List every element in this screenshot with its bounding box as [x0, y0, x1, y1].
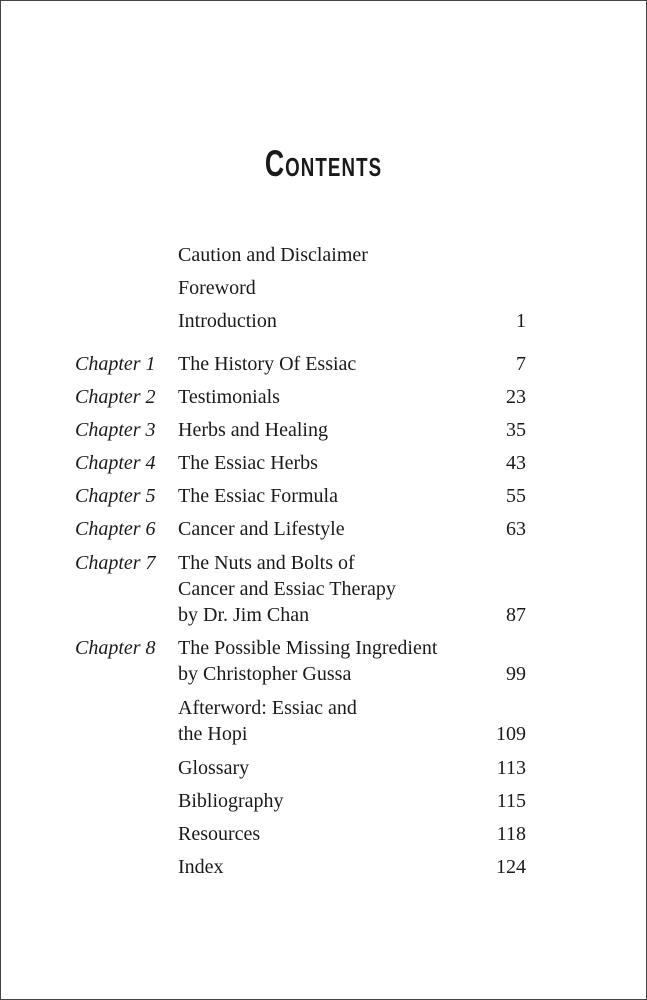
chapter-label: Chapter 8: [75, 637, 156, 659]
entry-title: Glossary: [178, 757, 250, 779]
entry-title-line: the Hopi: [178, 723, 248, 745]
entry-title: The Essiac Herbs: [178, 452, 318, 474]
entry-title: The Essiac Formula: [178, 485, 338, 507]
entry-author-line: by Christopher Gussa: [178, 663, 352, 685]
page-number: 124: [496, 856, 526, 878]
chapter-label: Chapter 4: [75, 452, 156, 474]
entry-title: Herbs and Healing: [178, 419, 328, 441]
entry-title: Bibliography: [178, 790, 284, 812]
entry-title-line: Afterword: Essiac and: [178, 697, 357, 719]
page-number: 55: [506, 485, 526, 507]
entry-title: Introduction: [178, 310, 277, 332]
page-number: 35: [506, 419, 526, 441]
page-number: 23: [506, 386, 526, 408]
contents-title: Contents: [264, 143, 383, 184]
entry-title: Foreword: [178, 277, 256, 299]
entry-title-line: The Possible Missing Ingredient: [178, 637, 438, 659]
entry-title: Index: [178, 856, 224, 878]
chapter-label: Chapter 6: [75, 518, 156, 540]
entry-author-line: by Dr. Jim Chan: [178, 604, 310, 626]
page-number: 118: [496, 823, 526, 845]
entry-title: Caution and Disclaimer: [178, 244, 368, 266]
entry-title: The History Of Essiac: [178, 353, 357, 375]
chapter-label: Chapter 5: [75, 485, 156, 507]
entry-title: Cancer and Lifestyle: [178, 518, 345, 540]
page-number: 113: [496, 757, 526, 779]
page-number: 109: [496, 723, 526, 745]
page-number: 1: [516, 310, 526, 332]
entry-title: Testimonials: [178, 386, 280, 408]
entry-title: Resources: [178, 823, 261, 845]
chapter-label: Chapter 2: [75, 386, 156, 408]
page-number: 7: [516, 353, 526, 375]
chapter-label: Chapter 3: [75, 419, 156, 441]
chapter-label: Chapter 7: [75, 552, 156, 574]
entry-title-line: The Nuts and Bolts of: [178, 552, 355, 574]
page-number: 87: [506, 604, 526, 626]
page-number: 99: [506, 663, 526, 685]
chapter-label: Chapter 1: [75, 353, 156, 375]
page-number: 63: [506, 518, 526, 540]
entry-title-line: Cancer and Essiac Therapy: [178, 578, 396, 600]
page-number: 43: [506, 452, 526, 474]
page-number: 115: [496, 790, 526, 812]
